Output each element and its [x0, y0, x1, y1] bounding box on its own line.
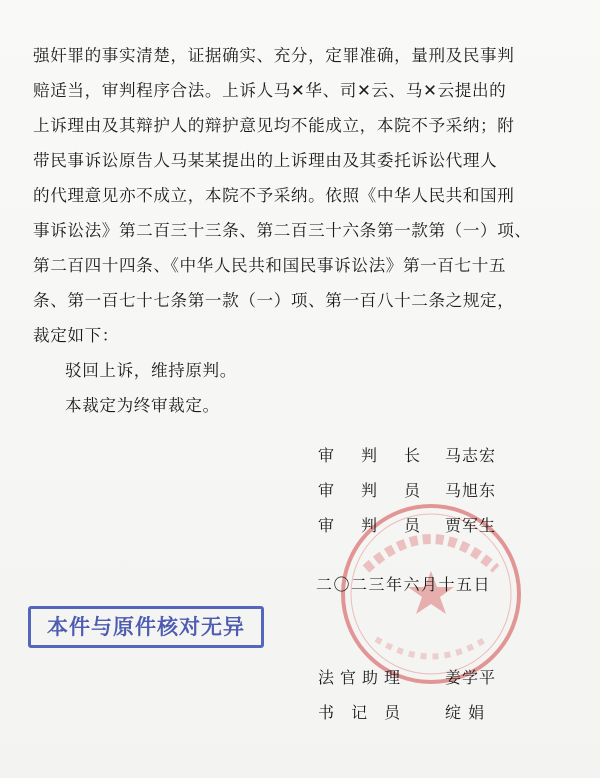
body-line-9: 裁定如下： [33, 326, 119, 345]
body-line-6: 事诉讼法》第二百三十三条、第二百三十六条第一款第（一）项、 [33, 221, 532, 240]
verification-stamp: 本件与原件核对无异 [28, 606, 264, 648]
body-line-8: 条、第一百七十七条第一款（一）项、第一百八十二条之规定， [33, 291, 515, 310]
body-line-7: 第二百四十四条、《中华人民共和国民事诉讼法》第一百七十五 [33, 256, 507, 275]
ruling-line-1: 驳回上诉，维持原判。 [65, 361, 237, 380]
body-line-5: 的代理意见亦不成立，本院不予采纳。依照《中华人民共和国刑 [33, 186, 515, 205]
body-line-2: 赔适当，审判程序合法。上诉人马✕华、司✕云、马✕云提出的 [33, 81, 507, 100]
judge-name: 马志宏 [445, 446, 497, 465]
body-line-4: 带民事诉讼原告人马某某提出的上诉理由及其委托诉讼代理人 [33, 151, 498, 170]
judge-role: 审 判 员 [318, 481, 421, 500]
clerk-name: 姜学平 [445, 668, 497, 687]
judge-role: 审 判 员 [318, 516, 421, 535]
clerk-name: 绽 娟 [445, 703, 486, 722]
clerk-role: 书 记 员 [318, 703, 407, 722]
judgment-date: 二〇二三年六月十五日 [316, 575, 492, 594]
clerk-role: 法官助理 [318, 668, 407, 687]
body-line-1: 强奸罪的事实清楚，证据确实、充分，定罪准确，量刑及民事判 [33, 46, 515, 65]
ruling-line-2: 本裁定为终审裁定。 [65, 396, 220, 415]
judgment-body [33, 38, 573, 423]
body-line-3: 上诉理由及其辩护人的辩护意见均不能成立，本院不予采纳；附 [33, 116, 515, 135]
judge-name: 马旭东 [445, 481, 497, 500]
judge-name: 贾军生 [445, 516, 497, 535]
judge-role: 审 判 长 [318, 446, 421, 465]
